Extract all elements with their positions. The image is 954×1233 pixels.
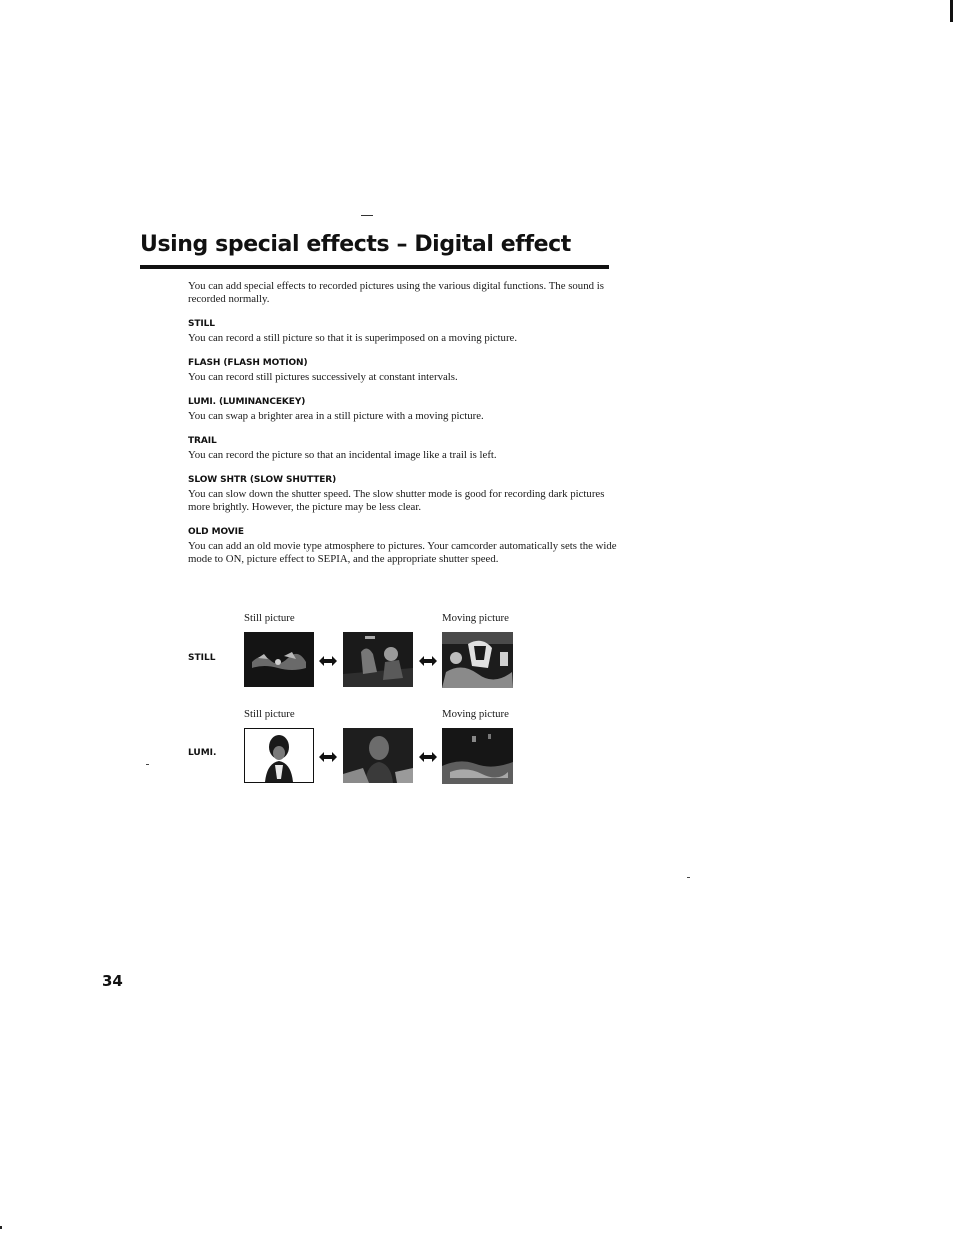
moving-picture-caption: Moving picture (442, 612, 509, 624)
still-picture-image (244, 632, 314, 687)
combined-picture-image (343, 728, 413, 783)
effect-text-trail: You can record the picture so that an incidental image like a trail is left. (188, 449, 497, 461)
effect-heading-still: STILL (188, 319, 215, 329)
still-picture-caption: Still picture (244, 612, 295, 624)
effect-heading-lumi: LUMI. (LUMINANCEKEY) (188, 397, 306, 407)
moving-picture-image (442, 632, 513, 688)
still-picture-caption: Still picture (244, 708, 295, 720)
effect-text-slow-shutter: You can slow down the shutter speed. The slow shutter mode is good for recording dark pictures more brightly. However, the picture may be less clear. (188, 488, 605, 513)
effect-heading-slow-shutter: SLOW SHTR (SLOW SHUTTER) (188, 475, 337, 485)
effect-text-still: You can record a still picture so that it is superimposed on a moving picture. (188, 332, 518, 344)
moving-picture-caption: Moving picture (442, 708, 509, 720)
scan-edge-mark (950, 0, 953, 22)
scan-speck (146, 764, 149, 765)
effect-text-old-movie: You can add an old movie type atmosphere to pictures. Your camcorder automatically sets the wide mode to ON, picture effect to SEPIA, and the appropriate shutter speed. (188, 540, 617, 565)
effect-text-lumi: You can swap a brighter area in a still picture with a moving picture. (188, 410, 484, 422)
still-picture-image (244, 728, 314, 783)
double-arrow-icon (419, 656, 437, 666)
effect-text-flash: You can record still pictures successively at constant intervals. (188, 371, 458, 383)
scan-speck (687, 877, 690, 878)
double-arrow-icon (319, 752, 337, 762)
scan-speck (0, 1226, 2, 1229)
moving-picture-image (442, 728, 513, 784)
row-label-still: STILL (188, 653, 216, 663)
effect-heading-old-movie: OLD MOVIE (188, 527, 244, 537)
row-label-lumi: LUMI. (188, 748, 217, 758)
combined-picture-image (343, 632, 413, 687)
double-arrow-icon (319, 656, 337, 666)
intro-paragraph: You can add special effects to recorded pictures using the various digital functions. The sound is recorded normally. (188, 280, 604, 305)
effect-heading-trail: TRAIL (188, 436, 217, 446)
page-title: Using special effects – Digital effect (140, 232, 571, 257)
scan-speck (361, 215, 373, 216)
title-rule (140, 265, 609, 269)
effect-heading-flash: FLASH (FLASH MOTION) (188, 358, 308, 368)
page-number: 34 (102, 972, 123, 990)
double-arrow-icon (419, 752, 437, 762)
